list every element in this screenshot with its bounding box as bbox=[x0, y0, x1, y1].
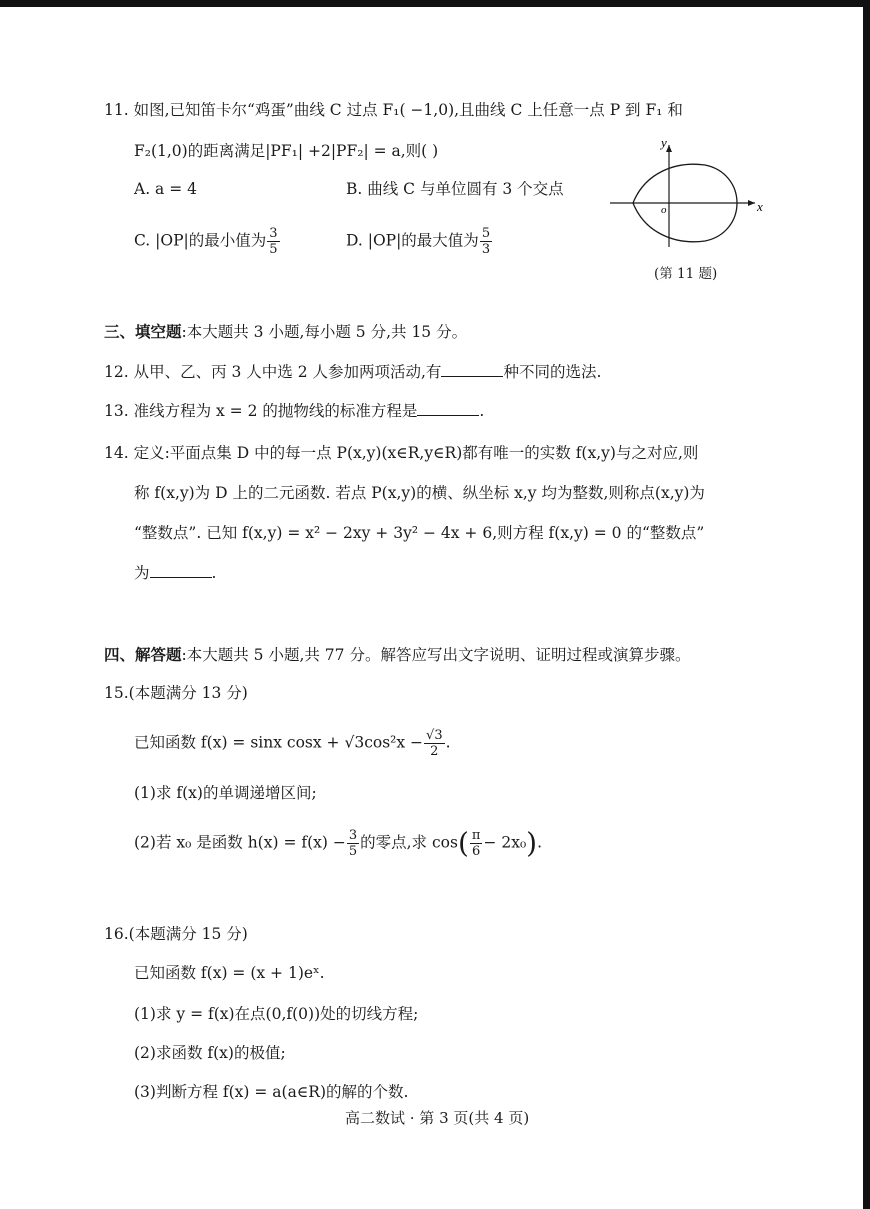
q12 bbox=[104, 361, 601, 383]
section-3-header bbox=[104, 321, 467, 343]
q14-line4 bbox=[134, 562, 216, 584]
q11-line2: F₂(1,0)的距离满足|PF₁| +2|PF₂| = a,则( ) bbox=[134, 142, 439, 160]
fraction-numerator: π bbox=[471, 828, 481, 843]
q16-given: 已知函数 f(x) = (x + 1)eˣ. bbox=[134, 964, 325, 982]
fraction-numerator: 5 bbox=[481, 226, 491, 241]
q11-line1: 11. 如图,已知笛卡尔“鸡蛋”曲线 C 过点 F₁( −1,0),且曲线 C 上任意一点 P 到 F₁ 和 bbox=[104, 101, 683, 119]
fraction-denominator: 5 bbox=[348, 844, 358, 859]
q16-part1: (1)求 y = f(x)在点(0,f(0))处的切线方程; bbox=[134, 1005, 419, 1023]
q15-part2-end: . bbox=[537, 833, 543, 852]
q15-part2-tail: − 2x₀ bbox=[483, 833, 527, 852]
fraction-denominator: 3 bbox=[481, 242, 491, 257]
section-3-title: 三、填空题 bbox=[104, 322, 182, 341]
q15-part2-text: (2)若 x₀ 是函数 h(x) = f(x) − bbox=[134, 833, 346, 852]
q14-text-end: . bbox=[211, 564, 217, 582]
fraction-denominator: 6 bbox=[472, 844, 481, 859]
y-axis-arrow-icon bbox=[666, 145, 672, 152]
q15-given-fraction bbox=[424, 728, 445, 759]
section-4-header bbox=[104, 644, 690, 666]
q11-option-d-fraction bbox=[480, 226, 492, 257]
q15-part2-fraction bbox=[347, 828, 359, 859]
fraction-denominator: 2 bbox=[430, 744, 439, 759]
origin-label: o bbox=[661, 204, 667, 216]
q12-text: 12. 从甲、乙、丙 3 人中选 2 人参加两项活动,有 bbox=[104, 363, 442, 381]
q12-answer-blank bbox=[441, 362, 503, 377]
q13-text-end: . bbox=[479, 402, 485, 420]
fraction-numerator: 3 bbox=[348, 828, 358, 843]
q15-part2 bbox=[134, 828, 542, 859]
page-footer: 高二数试 · 第 3 页(共 4 页) bbox=[345, 1109, 530, 1127]
q15-given bbox=[134, 728, 451, 759]
q15-part2-mid: 的零点,求 cos bbox=[360, 833, 458, 852]
section-4-title: 四、解答题 bbox=[104, 645, 182, 664]
section-4-instructions: :本大题共 5 小题,共 77 分。解答应写出文字说明、证明过程或演算步骤。 bbox=[181, 646, 691, 664]
q11-egg-curve-figure bbox=[605, 135, 775, 250]
q15-part1: (1)求 f(x)的单调递增区间; bbox=[134, 784, 317, 802]
q16-part3: (3)判断方程 f(x) = a(a∈R)的解的个数. bbox=[134, 1083, 409, 1101]
q11-option-b: B. 曲线 C 与单位圆有 3 个交点 bbox=[346, 180, 564, 198]
q15-given-text: 已知函数 f(x) = sinx cosx + √3cos²x − bbox=[134, 733, 424, 752]
q15-part2-pi-fraction bbox=[470, 828, 483, 859]
fraction-numerator: 3 bbox=[269, 226, 278, 241]
left-paren: ( bbox=[457, 826, 469, 860]
q11-option-d bbox=[346, 226, 493, 257]
x-axis-arrow-icon bbox=[748, 200, 755, 206]
q14-answer-blank bbox=[150, 563, 212, 578]
q16-title: 16.(本题满分 15 分) bbox=[104, 925, 248, 943]
fraction-denominator: 5 bbox=[269, 242, 278, 257]
q11-option-c bbox=[134, 226, 281, 257]
right-paren: ) bbox=[526, 826, 538, 860]
q15-title: 15.(本题满分 13 分) bbox=[104, 684, 248, 702]
q14-text: 为 bbox=[134, 564, 150, 582]
q14-line3: “整数点”. 已知 f(x,y) = x² − 2xy + 3y² − 4x + 6,则方程 f(x,y) = 0 的“整数点” bbox=[134, 524, 705, 542]
x-axis-label: x bbox=[757, 199, 763, 214]
q16-part2: (2)求函数 f(x)的极值; bbox=[134, 1044, 286, 1062]
scan-border-right bbox=[863, 0, 870, 1209]
q11-option-c-fraction bbox=[267, 226, 279, 257]
section-3-instructions: :本大题共 3 小题,每小题 5 分,共 15 分。 bbox=[181, 323, 468, 341]
scan-border-top bbox=[0, 0, 870, 7]
fraction-numerator: √3 bbox=[426, 728, 443, 743]
q13-text: 13. 准线方程为 x = 2 的抛物线的标准方程是 bbox=[104, 402, 418, 420]
q15-given-end: . bbox=[445, 733, 451, 752]
y-axis-label: y bbox=[661, 135, 667, 150]
q12-text-end: 种不同的选法. bbox=[503, 363, 602, 381]
q11-option-a: A. a = 4 bbox=[134, 180, 197, 198]
q13-answer-blank bbox=[417, 401, 479, 416]
q11-option-d-text: D. |OP|的最大值为 bbox=[346, 231, 479, 250]
q11-figure-caption: (第 11 题) bbox=[654, 266, 718, 282]
q14-line2: 称 f(x,y)为 D 上的二元函数. 若点 P(x,y)的横、纵坐标 x,y 均为整数,则称点(x,y)为 bbox=[134, 484, 705, 502]
q14-line1: 14. 定义:平面点集 D 中的每一点 P(x,y)(x∈R,y∈R)都有唯一的实数 f(x,y)与之对应,则 bbox=[104, 444, 699, 462]
q13 bbox=[104, 400, 484, 422]
q11-option-c-text: C. |OP|的最小值为 bbox=[134, 231, 267, 250]
